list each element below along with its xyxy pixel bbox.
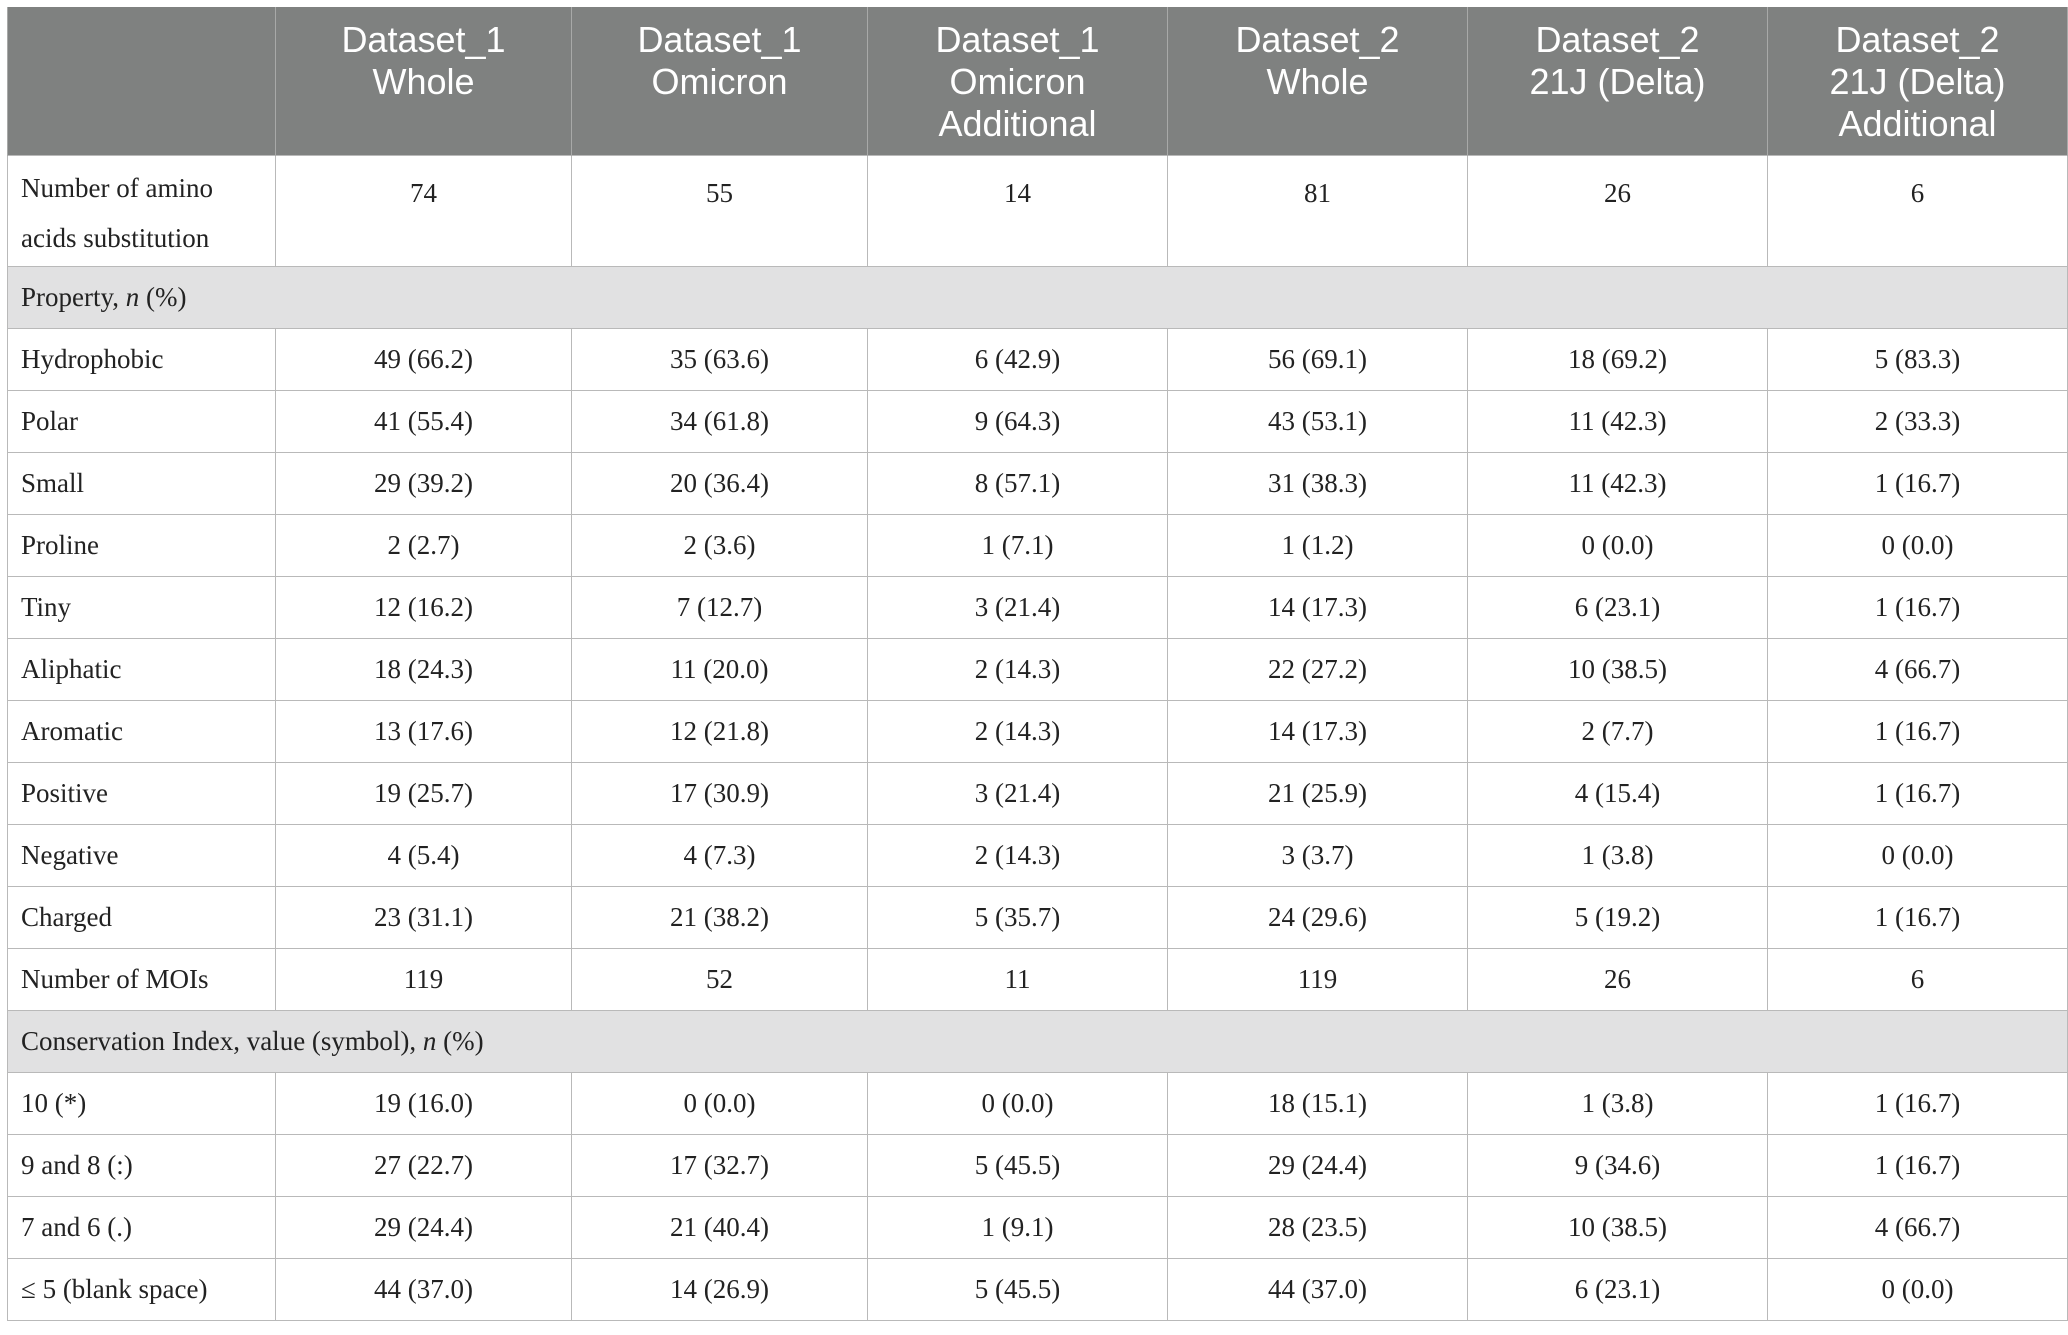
table-cell: 19 (16.0)	[276, 1073, 572, 1135]
table-cell: 14 (17.3)	[1168, 577, 1468, 639]
table-row	[8, 577, 2068, 639]
table-cell: 1 (7.1)	[868, 515, 1168, 577]
table-cell: 4 (7.3)	[572, 825, 868, 887]
row-label-line: Number of amino	[21, 173, 213, 203]
conservation-rows	[8, 1073, 2068, 1321]
table-row	[8, 515, 2068, 577]
table-cell: 5 (19.2)	[1468, 887, 1768, 949]
table-cell: 10 (38.5)	[1468, 1197, 1768, 1259]
table-cell: 14 (17.3)	[1168, 701, 1468, 763]
section-suffix: (%)	[139, 282, 187, 312]
table-cell: 2 (14.3)	[868, 825, 1168, 887]
table-cell: 1 (16.7)	[1768, 763, 2068, 825]
header-line: Additional	[1838, 103, 1997, 144]
header-cell-dataset1-omicron-additional	[868, 7, 1168, 156]
table-cell: 2 (14.3)	[868, 701, 1168, 763]
row-label: Polar	[8, 391, 276, 453]
table-cell: 6	[1768, 949, 2068, 1011]
table-cell: 27 (22.7)	[276, 1135, 572, 1197]
table-cell: 21 (40.4)	[572, 1197, 868, 1259]
row-label: Small	[8, 453, 276, 515]
table-cell: 5 (45.5)	[868, 1135, 1168, 1197]
table-cell: 2 (14.3)	[868, 639, 1168, 701]
table-cell: 29 (24.4)	[276, 1197, 572, 1259]
header-cell-dataset1-omicron	[572, 7, 868, 156]
header-line: Dataset_1	[935, 19, 1100, 60]
table-row	[8, 701, 2068, 763]
header-line: 21J (Delta)	[1529, 61, 1706, 102]
table-row	[8, 453, 2068, 515]
table-cell: 1 (9.1)	[868, 1197, 1168, 1259]
property-rows	[8, 329, 2068, 1011]
table-cell: 43 (53.1)	[1168, 391, 1468, 453]
table-cell: 4 (66.7)	[1768, 639, 2068, 701]
section-prefix: Conservation Index, value (symbol),	[21, 1026, 423, 1056]
table-cell: 0 (0.0)	[1768, 825, 2068, 887]
row-label: Number of MOIs	[8, 949, 276, 1011]
table-cell: 2 (2.7)	[276, 515, 572, 577]
table-cell: 6 (23.1)	[1468, 1259, 1768, 1321]
table-cell: 81	[1168, 156, 1468, 267]
header-cell-dataset1-whole	[276, 7, 572, 156]
table-cell: 13 (17.6)	[276, 701, 572, 763]
table-cell: 1 (3.8)	[1468, 1073, 1768, 1135]
table-row	[8, 391, 2068, 453]
table-cell: 17 (32.7)	[572, 1135, 868, 1197]
row-label: ≤ 5 (blank space)	[8, 1259, 276, 1321]
section-italic: n	[422, 1026, 437, 1056]
table-cell: 56 (69.1)	[1168, 329, 1468, 391]
table-cell: 119	[276, 949, 572, 1011]
table-row	[8, 1135, 2068, 1197]
row-label-line: acids substitution	[21, 223, 210, 253]
table-cell: 11 (20.0)	[572, 639, 868, 701]
table-row-substitutions	[8, 156, 2068, 267]
table-cell: 18 (15.1)	[1168, 1073, 1468, 1135]
row-label: Negative	[8, 825, 276, 887]
table-cell: 20 (36.4)	[572, 453, 868, 515]
table-cell: 6 (23.1)	[1468, 577, 1768, 639]
table-cell: 28 (23.5)	[1168, 1197, 1468, 1259]
table-cell: 5 (83.3)	[1768, 329, 2068, 391]
table-cell: 2 (3.6)	[572, 515, 868, 577]
table-cell: 23 (31.1)	[276, 887, 572, 949]
table-cell: 31 (38.3)	[1168, 453, 1468, 515]
section-heading-conservation	[8, 1011, 2068, 1073]
table-cell: 0 (0.0)	[572, 1073, 868, 1135]
row-label	[8, 156, 276, 267]
table-cell: 10 (38.5)	[1468, 639, 1768, 701]
table-cell: 119	[1168, 949, 1468, 1011]
table-cell: 12 (16.2)	[276, 577, 572, 639]
row-label: Proline	[8, 515, 276, 577]
section-row-property	[8, 267, 2068, 329]
row-label: 9 and 8 (:)	[8, 1135, 276, 1197]
row-label: Charged	[8, 887, 276, 949]
header-line: Omicron	[949, 61, 1086, 102]
table-cell: 49 (66.2)	[276, 329, 572, 391]
section-heading-property	[8, 267, 2068, 329]
table-cell: 2 (33.3)	[1768, 391, 2068, 453]
header-line: Dataset_2	[1235, 19, 1400, 60]
table-row	[8, 825, 2068, 887]
table-cell: 1 (1.2)	[1168, 515, 1468, 577]
table-cell: 55	[572, 156, 868, 267]
section-prefix: Property,	[21, 282, 126, 312]
section-suffix: (%)	[436, 1026, 484, 1056]
table-cell: 1 (16.7)	[1768, 453, 2068, 515]
table-cell: 7 (12.7)	[572, 577, 868, 639]
section-italic: n	[125, 282, 140, 312]
table-cell: 35 (63.6)	[572, 329, 868, 391]
table-cell: 17 (30.9)	[572, 763, 868, 825]
table-cell: 9 (34.6)	[1468, 1135, 1768, 1197]
table-cell: 14	[868, 156, 1168, 267]
table-row	[8, 949, 2068, 1011]
table-cell: 3 (3.7)	[1168, 825, 1468, 887]
table-cell: 0 (0.0)	[868, 1073, 1168, 1135]
header-line: Dataset_2	[1835, 19, 2000, 60]
table-cell: 26	[1468, 156, 1768, 267]
table-cell: 44 (37.0)	[276, 1259, 572, 1321]
table-cell: 4 (15.4)	[1468, 763, 1768, 825]
table-row	[8, 639, 2068, 701]
table-cell: 34 (61.8)	[572, 391, 868, 453]
table-cell: 1 (16.7)	[1768, 887, 2068, 949]
table-cell: 18 (69.2)	[1468, 329, 1768, 391]
table-cell: 0 (0.0)	[1768, 1259, 2068, 1321]
table-row	[8, 1073, 2068, 1135]
header-line: Dataset_1	[341, 19, 506, 60]
table-cell: 0 (0.0)	[1768, 515, 2068, 577]
row-label: Aliphatic	[8, 639, 276, 701]
table-cell: 41 (55.4)	[276, 391, 572, 453]
table-cell: 2 (7.7)	[1468, 701, 1768, 763]
row-label: Positive	[8, 763, 276, 825]
header-line: Omicron	[651, 61, 788, 102]
table-cell: 11	[868, 949, 1168, 1011]
table-cell: 14 (26.9)	[572, 1259, 868, 1321]
row-label: Tiny	[8, 577, 276, 639]
table-cell: 8 (57.1)	[868, 453, 1168, 515]
table-row	[8, 763, 2068, 825]
table-cell: 12 (21.8)	[572, 701, 868, 763]
table-cell: 52	[572, 949, 868, 1011]
table-cell: 3 (21.4)	[868, 763, 1168, 825]
section-row-conservation	[8, 1011, 2068, 1073]
header-line: Dataset_2	[1535, 19, 1700, 60]
table-cell: 9 (64.3)	[868, 391, 1168, 453]
table-cell: 29 (24.4)	[1168, 1135, 1468, 1197]
table-cell: 21 (38.2)	[572, 887, 868, 949]
row-label: 7 and 6 (.)	[8, 1197, 276, 1259]
header-cell-empty	[8, 7, 276, 156]
table-cell: 24 (29.6)	[1168, 887, 1468, 949]
table-cell: 1 (16.7)	[1768, 577, 2068, 639]
table-cell: 74	[276, 156, 572, 267]
table-cell: 29 (39.2)	[276, 453, 572, 515]
header-line: 21J (Delta)	[1829, 61, 2006, 102]
header-cell-dataset2-delta	[1468, 7, 1768, 156]
table-row	[8, 1259, 2068, 1321]
table-row	[8, 1197, 2068, 1259]
table-row	[8, 329, 2068, 391]
table-cell: 6 (42.9)	[868, 329, 1168, 391]
header-cell-dataset2-whole	[1168, 7, 1468, 156]
table-row	[8, 887, 2068, 949]
table-cell: 1 (16.7)	[1768, 1073, 2068, 1135]
table-cell: 0 (0.0)	[1468, 515, 1768, 577]
row-label: Hydrophobic	[8, 329, 276, 391]
table-cell: 6	[1768, 156, 2068, 267]
table-cell: 5 (45.5)	[868, 1259, 1168, 1321]
row-label: Aromatic	[8, 701, 276, 763]
table-cell: 4 (5.4)	[276, 825, 572, 887]
table-cell: 3 (21.4)	[868, 577, 1168, 639]
header-line: Whole	[1266, 61, 1369, 102]
table-cell: 26	[1468, 949, 1768, 1011]
table-cell: 4 (66.7)	[1768, 1197, 2068, 1259]
table-cell: 11 (42.3)	[1468, 453, 1768, 515]
table-cell: 1 (3.8)	[1468, 825, 1768, 887]
amino-acid-substitution-table	[7, 7, 2068, 1321]
table-cell: 21 (25.9)	[1168, 763, 1468, 825]
table-cell: 1 (16.7)	[1768, 1135, 2068, 1197]
header-row	[8, 7, 2068, 156]
table-cell: 44 (37.0)	[1168, 1259, 1468, 1321]
header-line: Dataset_1	[637, 19, 802, 60]
table-cell: 1 (16.7)	[1768, 701, 2068, 763]
table-cell: 22 (27.2)	[1168, 639, 1468, 701]
header-cell-dataset2-delta-additional	[1768, 7, 2068, 156]
table-cell: 11 (42.3)	[1468, 391, 1768, 453]
row-label: 10 (*)	[8, 1073, 276, 1135]
table-cell: 18 (24.3)	[276, 639, 572, 701]
data-table-container	[7, 7, 2067, 1321]
header-line: Whole	[372, 61, 475, 102]
table-cell: 19 (25.7)	[276, 763, 572, 825]
table-cell: 5 (35.7)	[868, 887, 1168, 949]
header-line: Additional	[938, 103, 1097, 144]
